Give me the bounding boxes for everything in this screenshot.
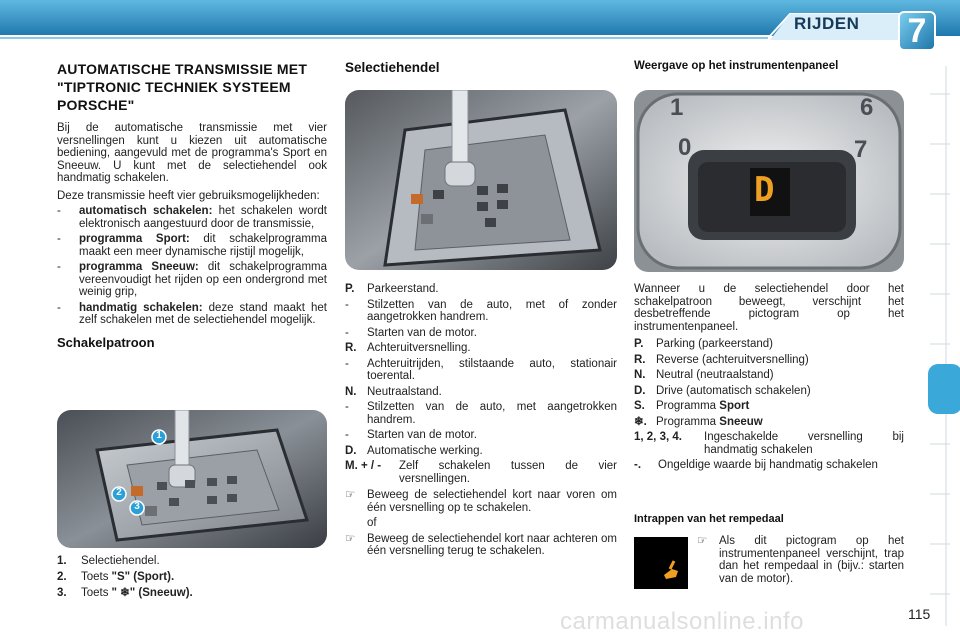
list-item: [345, 460, 617, 485]
item-text: Neutraalstand.: [367, 385, 442, 398]
option-text: dit schakelprogramma vereenvoudigt het rijden op een ondergrond met weinig grip,: [79, 261, 328, 298]
chapter-title: RIJDEN: [794, 14, 860, 33]
item-text: Reverse (achteruitversnelling): [656, 353, 809, 366]
item-key: P.: [345, 283, 355, 295]
selector-positions-list: [345, 283, 617, 561]
section-title-selector: Selectiehendel: [345, 60, 440, 75]
option-item: [57, 261, 327, 299]
list-item: [345, 299, 617, 324]
item-key: R.: [634, 353, 646, 366]
item-key: D.: [345, 444, 357, 457]
list-item: [634, 459, 904, 472]
shift-pattern-photo: [57, 410, 327, 548]
legend-text: Toets: [81, 571, 109, 583]
item-key: -: [345, 401, 349, 413]
callout-1: 1: [156, 430, 162, 441]
brake-pedal-warning-icon: [634, 537, 688, 589]
gear-display-indicator: D: [754, 170, 775, 210]
list-item: [345, 327, 617, 340]
gauge-number-7: 7: [854, 136, 868, 163]
pattern-legend: [57, 555, 327, 603]
option-item: [57, 205, 327, 230]
callout-2: 2: [116, 487, 122, 498]
list-item: [345, 429, 617, 442]
gauge-number-1: 1: [670, 94, 684, 121]
item-key: N.: [345, 385, 357, 398]
display-description: [634, 283, 904, 475]
gauge-number-6: 6: [860, 94, 874, 121]
option-text: dit schakelprogramma maakt een meer dynamische rijstijl mogelijk,: [79, 233, 327, 258]
legend-key: 1.: [57, 555, 67, 567]
list-item: [634, 431, 904, 456]
item-key: 1, 2, 3, 4.: [634, 431, 682, 443]
hand-pointer-icon: ☞: [697, 535, 708, 547]
section-title-transmission: AUTOMATISCHE TRANSMISSIE MET "TIPTRONIC TECHNIEK SYSTEEM PORSCHE": [57, 61, 308, 113]
legend-key: 2.: [57, 571, 67, 583]
option-label: handmatig schakelen:: [79, 301, 203, 314]
tip-item: [345, 533, 617, 558]
legend-text: Toets: [81, 587, 109, 599]
legend-item: [57, 587, 327, 600]
list-item: [634, 369, 904, 382]
item-text: Ingeschakelde versnelling bij handmatig schakelen: [704, 431, 904, 456]
bullet: -: [57, 205, 61, 217]
list-item: [345, 342, 617, 355]
legend-text: Selectiehendel.: [81, 555, 160, 567]
item-text: Drive (automatisch schakelen): [656, 384, 811, 397]
page-number: 115: [908, 606, 931, 622]
list-item: [345, 445, 617, 458]
item-key: M. + / -: [345, 460, 382, 472]
item-text: Stilzetten van de auto, met of zonder aangetrokken handrem.: [367, 298, 617, 323]
tip-text: Beweeg de selectiehendel kort naar voren om één versnelling op te schakelen.: [367, 489, 617, 514]
option-label: programma Sneeuw:: [79, 261, 199, 273]
item-key: -: [345, 429, 349, 441]
tip-text: Beweeg de selectiehendel kort naar achteren om één versnelling terug te schakelen.: [367, 532, 617, 557]
item-key: -.: [634, 459, 642, 471]
bullet: -: [57, 233, 61, 245]
legend-bold: "S" (Sport).: [111, 571, 175, 583]
item-text: Achteruitversnelling.: [367, 342, 471, 354]
item-text: Parking (parkeerstand): [656, 338, 773, 350]
or-text: of: [367, 517, 377, 529]
tip-item: [697, 535, 904, 585]
legend-item: [57, 555, 327, 568]
list-item: [634, 354, 904, 367]
bullet: -: [57, 301, 61, 314]
item-key: S.: [634, 400, 645, 412]
chapter-number: 7: [907, 12, 927, 50]
bullet: -: [57, 261, 61, 273]
item-key: P.: [634, 338, 644, 350]
hand-pointer-icon: ☞: [345, 532, 356, 545]
option-item: [57, 233, 327, 258]
list-item: [345, 401, 617, 426]
callout-3: 3: [134, 501, 140, 512]
item-text: Programma: [656, 415, 720, 428]
item-text: Starten van de motor.: [367, 429, 477, 441]
option-text: het schakelen wordt elektronisch aangestuurd door de transmissie,: [79, 205, 327, 230]
option-label: automatisch schakelen:: [79, 205, 213, 217]
list-item: [634, 338, 904, 351]
item-key: R.: [345, 342, 357, 354]
list-item: [345, 283, 617, 296]
column-instrument-panel: [634, 60, 904, 72]
column-selector: [345, 60, 617, 83]
item-bold: Sneeuw: [719, 415, 763, 428]
list-item: [634, 400, 904, 413]
item-text: Programma: [656, 400, 720, 412]
list-item: [634, 385, 904, 398]
tip-item: [345, 489, 617, 514]
list-item: [345, 386, 617, 399]
hand-pointer-icon: ☞: [345, 489, 356, 501]
instrument-panel-photo: [634, 90, 904, 272]
item-text: Parkeerstand.: [367, 283, 439, 295]
item-key: N.: [634, 369, 646, 381]
item-key: -: [345, 298, 349, 311]
item-text: Achteruitrijden, stilstaande auto, stationair toerental.: [367, 357, 617, 382]
display-intro: Wanneer u de selectiehendel door het schakelpatroon beweegt, verschijnt het desbetreffende pictogram op het instrumentenpaneel.: [634, 283, 904, 333]
item-key: -: [345, 357, 349, 370]
brake-pedal-tip: [697, 535, 904, 588]
item-text: Automatische werking.: [367, 444, 483, 457]
chapter-side-tabs[interactable]: [926, 66, 960, 626]
legend-bold: " ❄" (Sneeuw).: [111, 587, 193, 599]
section-title-brake-pedal: Intrappen van het rempedaal: [634, 513, 784, 525]
snowflake-icon: ❄.: [634, 415, 647, 428]
option-label: programma Sport:: [79, 233, 190, 245]
item-text: Ongeldige waarde bij handmatig schakelen: [658, 459, 878, 471]
list-item: [634, 416, 904, 429]
item-text: Neutral (neutraalstand): [656, 369, 774, 381]
column-transmission: [57, 60, 327, 358]
item-bold: Sport: [719, 400, 750, 412]
item-text: Stilzetten van de auto, met aangetrokken handrem.: [367, 401, 617, 426]
list-item: [345, 358, 617, 383]
legend-key: 3.: [57, 587, 67, 599]
section-title-pattern: Schakelpatroon: [57, 334, 155, 350]
selector-photo: [345, 90, 617, 270]
tip-text: Als dit pictogram op het instrumentenpaneel verschijnt, trap dan het rempedaal in (bijv.: starten van de motor).: [719, 535, 904, 585]
intro-paragraph: Bij de automatische transmissie met vier versnellingen kunt u kiezen uit automatische bediening, aangevuld met de programma's Sport en Sneeuw. U kunt met de selectiehendel ook handmatig schakelen.: [57, 122, 327, 184]
options-intro: Deze transmissie heeft vier gebruiksmogelijkheden:: [57, 189, 320, 202]
legend-item: [57, 571, 327, 584]
option-text: deze stand maakt het zelf schakelen met de selectiehendel mogelijk.: [79, 301, 327, 326]
item-key: -: [345, 326, 349, 339]
item-text: Zelf schakelen tussen de vier versnellingen.: [399, 460, 617, 485]
item-key: D.: [634, 384, 646, 397]
or-text-row: [345, 517, 617, 530]
item-text: Starten van de motor.: [367, 326, 477, 339]
section-title-display: Weergave op het instrumentenpaneel: [634, 60, 839, 72]
option-item: [57, 302, 327, 327]
watermark: carmanualsonline.info: [560, 608, 804, 635]
gauge-number-0: 0: [678, 134, 692, 161]
